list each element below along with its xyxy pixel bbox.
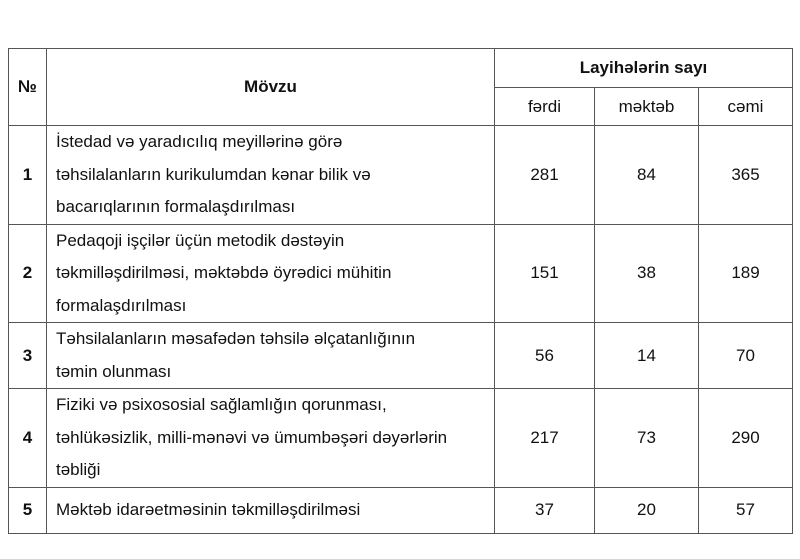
topic-line: Təhsilalanların məsafədən təhsilə əlçatanlığının: [56, 329, 416, 348]
cell-total: 70: [699, 323, 793, 389]
topic-line: Məktəb idarəetməsinin təkmilləşdirilməsi: [56, 499, 361, 519]
cell-total: 365: [699, 126, 793, 225]
table-row: [9, 389, 793, 488]
cell-individual: 217: [495, 389, 595, 488]
cell-individual: 56: [495, 323, 595, 389]
cell-school: 73: [595, 389, 699, 488]
row-topic: [47, 126, 495, 225]
topic-line: təhsilalanların kurikulumdan kənar bilik və: [56, 164, 371, 184]
header-topic: Mövzu: [47, 49, 495, 126]
header-total: cəmi: [699, 88, 793, 126]
topic-line: təhlükəsizlik, milli-mənəvi və ümumbəşəri dəyərlərin: [56, 427, 448, 447]
header-number: №: [9, 49, 47, 126]
row-topic: [47, 389, 495, 488]
cell-school: 38: [595, 224, 699, 323]
topic-line: Fiziki və psixososial sağlamlığın qorunması,: [56, 395, 387, 414]
row-topic: [47, 487, 495, 533]
topic-line: İstedad və yaradıcılıq meyillərinə görə: [56, 132, 343, 151]
row-number: 4: [9, 389, 47, 488]
projects-table: [8, 48, 793, 534]
cell-total: 57: [699, 487, 793, 533]
row-number: 3: [9, 323, 47, 389]
header-individual: fərdi: [495, 88, 595, 126]
row-topic: [47, 224, 495, 323]
topic-line: təkmilləşdirilməsi, məktəbdə öyrədici mühitin: [56, 263, 392, 282]
cell-total: 290: [699, 389, 793, 488]
row-number: 2: [9, 224, 47, 323]
topic-line: Pedaqoji işçilər üçün metodik dəstəyin: [56, 230, 345, 250]
cell-total: 189: [699, 224, 793, 323]
topic-line: təmin olunması: [56, 361, 172, 381]
header-school: məktəb: [595, 88, 699, 126]
table-row: [9, 224, 793, 323]
cell-individual: 281: [495, 126, 595, 225]
topic-line: təbliği: [56, 460, 101, 479]
cell-school: 14: [595, 323, 699, 389]
topic-line: bacarıqlarının formalaşdırılması: [56, 197, 296, 216]
table-row: [9, 487, 793, 533]
cell-individual: 151: [495, 224, 595, 323]
table-row: [9, 126, 793, 225]
row-topic: [47, 323, 495, 389]
table-row: [9, 323, 793, 389]
topic-line: formalaşdırılması: [56, 295, 187, 315]
header-project-count: Layihələrin sayı: [495, 49, 793, 88]
cell-school: 84: [595, 126, 699, 225]
row-number: 1: [9, 126, 47, 225]
cell-school: 20: [595, 487, 699, 533]
row-number: 5: [9, 487, 47, 533]
header-row-top: [9, 49, 793, 88]
cell-individual: 37: [495, 487, 595, 533]
